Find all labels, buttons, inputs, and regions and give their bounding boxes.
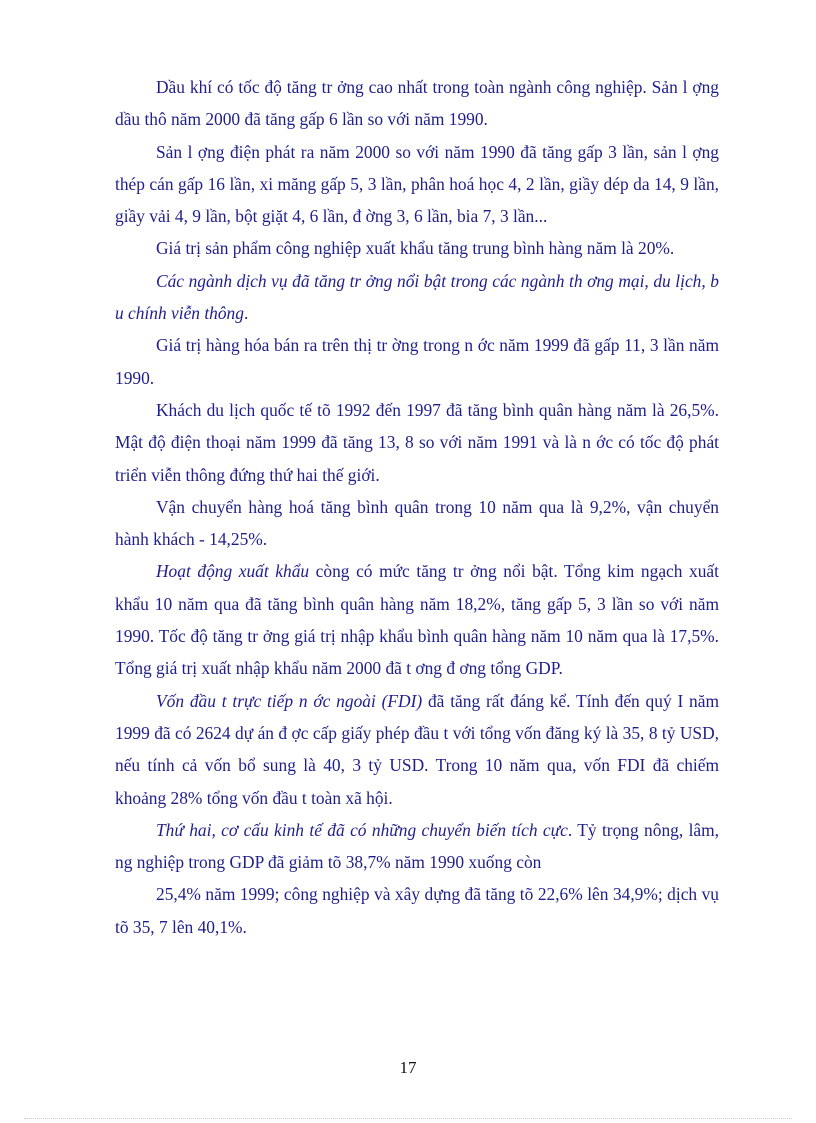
paragraph-text: Sản l ợng điện phát ra năm 2000 so với năm 1990 đã tăng gấp 3 lần, sản l ợng thép cán gấp 16 lần, xi măng gấp 5, 3 lần, phân hoá học 4, 2 lần, giầy dép da 14, 9 lần, giầy vải 4, 9 lần, bột giặt 4, 6 lần, đ ờng 3, 6 lần, bia 7, 3 lần...: [115, 141, 719, 227]
paragraph: [115, 232, 719, 264]
paragraph-italic-lead: Vốn đầu t trực tiếp n ớc ngoài (FDI): [156, 690, 423, 711]
paragraph: [115, 814, 719, 879]
paragraph-text: đã tăng rất đáng kể. Tính đến quý I năm 1999 đã có 2624 dự án đ ợc cấp giấy phép đầu t với tổng vốn đăng ký là 35, 8 tỷ USD, nếu tính cả vốn bổ sung là 40, 3 tỷ USD. Trong 10 năm qua, vốn FDI đã chiếm khoảng 28% tổng vốn đầu t toàn xã hội.: [115, 690, 719, 808]
paragraph: [115, 555, 719, 684]
paragraph: [115, 265, 719, 330]
paragraph-text: Giá trị sản phẩm công nghiệp xuất khẩu tăng trung bình hàng năm là 20%.: [156, 238, 675, 259]
paragraph: [115, 394, 719, 491]
paragraph-text: .: [243, 303, 249, 324]
paragraph: [115, 329, 719, 394]
paragraph-italic-lead: Thứ hai, cơ cấu kinh tế đã có những chuyển biến tích cực: [156, 819, 568, 840]
paragraph-italic-lead: Các ngành dịch vụ đã tăng tr ởng nổi bật trong các ngành th ơng mại, du lịch, b u chính viễn thông: [115, 270, 719, 324]
paragraph-text: còng có mức tăng tr ởng nổi bật. Tổng kim ngạch xuất khẩu 10 năm qua đã tăng bình quân hàng năm 18,2%, tăng gấp 5, 3 lần so với năm 1990. Tốc độ tăng tr ởng giá trị nhập khẩu bình quân hàng năm 10 năm qua là 17,5%. Tổng giá trị xuất nhập khẩu năm 2000 đã t ơng đ ơng tổng GDP.: [115, 561, 719, 679]
paragraph-text: Vận chuyển hàng hoá tăng bình quân trong 10 năm qua là 9,2%, vận chuyển hành khách - 14,25%.: [115, 496, 719, 550]
body-text: [115, 71, 719, 943]
paragraph: [115, 71, 719, 136]
paragraph: [115, 685, 719, 814]
paragraph-italic-lead: Hoạt động xuất khẩu: [156, 561, 310, 582]
paragraph-text: Giá trị hàng hóa bán ra trên thị tr ờng trong n ớc năm 1999 đã gấp 11, 3 lần năm 1990.: [115, 335, 719, 388]
paragraph: [115, 878, 719, 943]
paragraph-text: Dầu khí có tốc độ tăng tr ởng cao nhất trong toàn ngành công nghiệp. Sản l ợng dầu thô năm 2000 đã tăng gấp 6 lần so với năm 1990.: [115, 77, 719, 130]
page-number: 17: [399, 1058, 417, 1077]
paragraph-text: . Tỷ trọng nông, lâm, ng nghiệp trong GDP đã giảm tõ 38,7% năm 1990 xuống còn: [115, 819, 719, 873]
paragraph-text: 25,4% năm 1999; công nghiệp và xây dựng đã tăng tõ 22,6% lên 34,9%; dịch vụ tõ 35, 7 lên 40,1%.: [115, 884, 719, 937]
paragraph-text: Khách du lịch quốc tế tõ 1992 đến 1997 đã tăng bình quân hàng năm là 26,5%. Mật độ điện thoại năm 1999 đã tăng 13, 8 so với năm 1991 và là n ớc có tốc độ phát triển viễn thông đứng thứ hai thế giới.: [115, 399, 719, 485]
paragraph: [115, 491, 719, 556]
paragraph: [115, 136, 719, 233]
footer-divider: [24, 1118, 792, 1119]
